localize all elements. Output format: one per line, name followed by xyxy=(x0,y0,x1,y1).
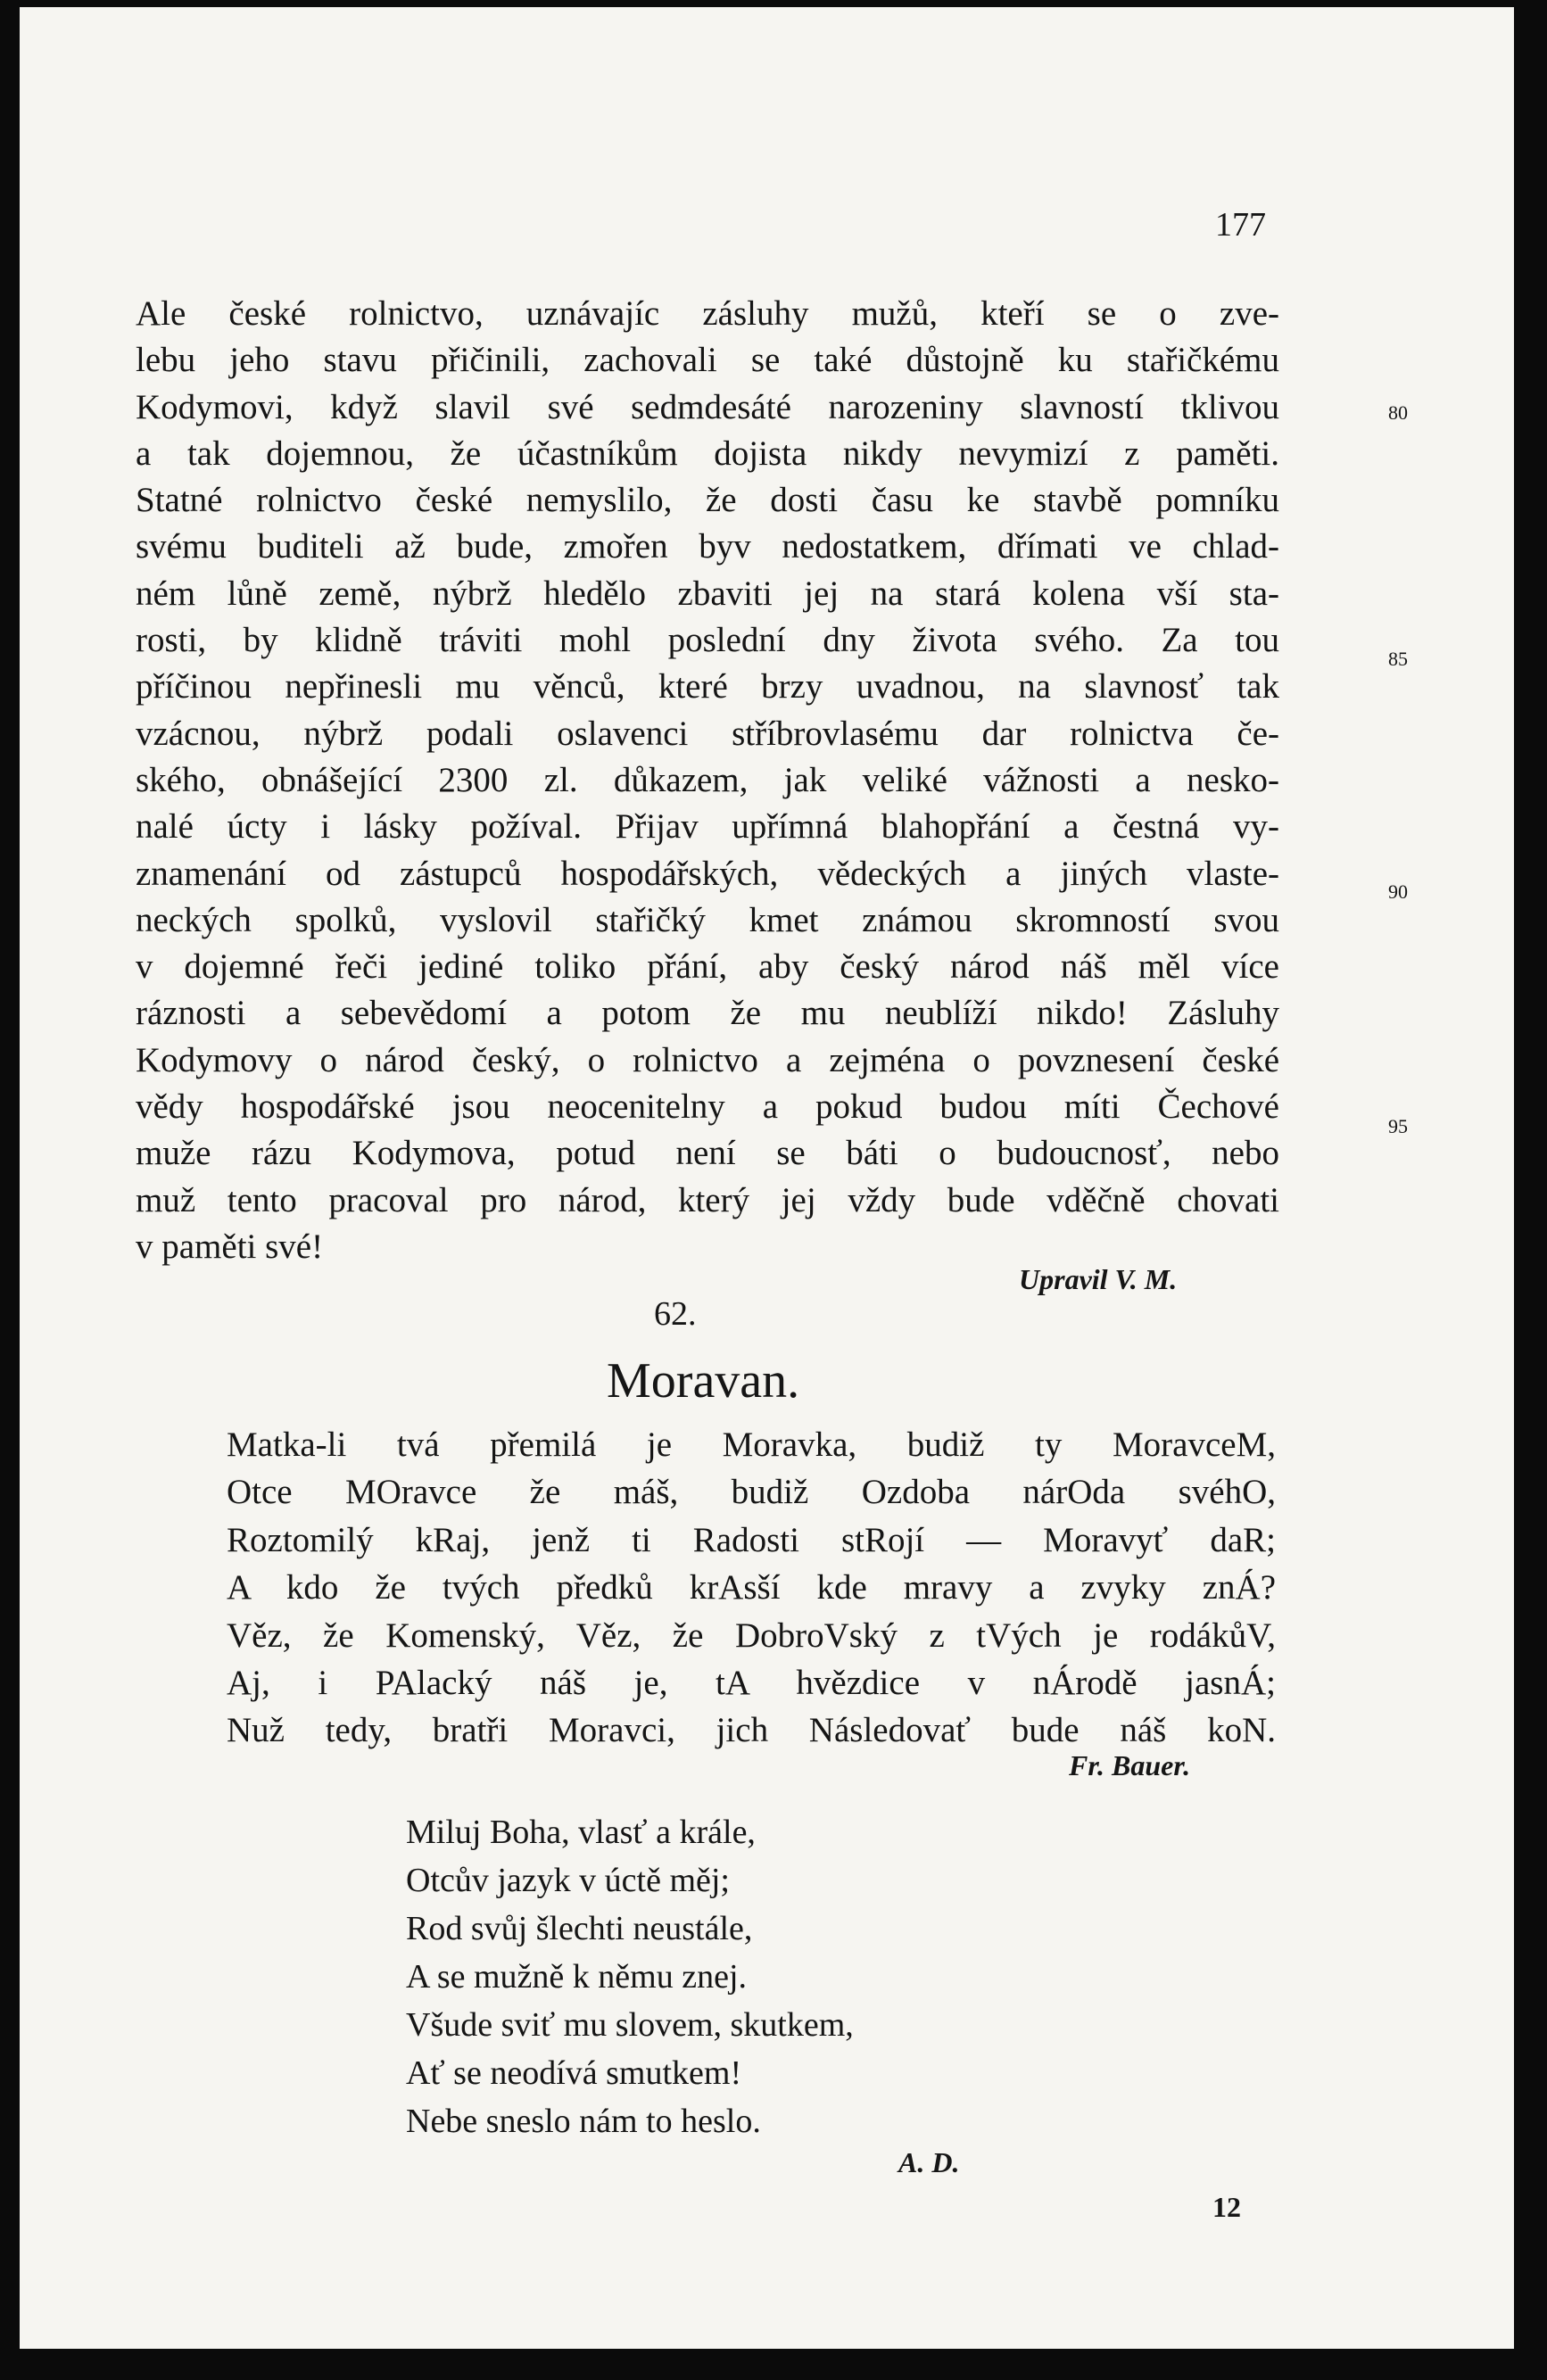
prose-line: ského, obnášející 2300 zl. důkazem, jak veliké vážnosti a nesko- xyxy=(136,760,1279,799)
motto-verse xyxy=(406,1808,977,2145)
prose-line: svému buditeli až bude, zmořen byv nedostatkem, dřímati ve chlad- xyxy=(136,527,1279,566)
prose-line: neckých spolků, vyslovil stařičký kmet známou skromností svou xyxy=(136,900,1279,939)
poem xyxy=(227,1421,1276,1755)
motto-author: A. D. xyxy=(898,2146,960,2178)
motto-line: Miluj Boha, vlasť a krále, xyxy=(406,1814,756,1851)
poem-line: Roztomilý kRaj, jenž ti Radosti stRojí — Moravyť daR; xyxy=(227,1520,1276,1559)
poem-line: Otce MOravce že máš, budiž Ozdoba nárOda svéhO, xyxy=(227,1473,1276,1512)
book-page xyxy=(20,7,1514,2349)
prose-paragraph xyxy=(136,291,1408,1270)
line-number: 80 xyxy=(1388,401,1408,424)
poem-line: Matka-li tvá přemilá je Moravka, budiž ty MoravceM, xyxy=(227,1426,1276,1464)
poem-author: Fr. Bauer. xyxy=(1069,1749,1191,1781)
prose-line: Kodymovy o národ český, o rolnictvo a zejména o povznesení české xyxy=(136,1040,1279,1079)
prose-line: vědy hospodářské jsou neocenitelny a pokud budou míti Čechové xyxy=(136,1087,1279,1127)
prose-line: a tak dojemnou, že účastníkům dojista nikdy nevymizí z paměti. xyxy=(136,434,1279,473)
motto-line: Rod svůj šlechti neustále, xyxy=(406,1910,753,1947)
prose-line: ráznosti a sebevědomí a potom že mu neublíží nikdo! Zásluhy xyxy=(136,994,1279,1033)
motto-line: A se mužně k němu znej. xyxy=(406,1958,748,1996)
poem-line: Aj, i PAlacký náš je, tA hvězdice v nÁrodě jasnÁ; xyxy=(227,1663,1276,1702)
line-number: 85 xyxy=(1388,648,1408,670)
prose-line: lebu jeho stavu přičinili, zachovali se také důstojně ku stařičkému xyxy=(136,341,1279,380)
prose-line: v paměti své! xyxy=(136,1227,324,1266)
poem-line: A kdo že tvých předků krAsší kde mravy a zvyky znÁ? xyxy=(227,1568,1276,1607)
poem-line: Nuž tedy, bratři Moravci, jich Následovať bude náš koN. xyxy=(227,1711,1276,1750)
prose-line: znamenání od zástupců hospodářských, vědeckých a jiných vlaste- xyxy=(136,854,1279,893)
prose-line: muže rázu Kodymova, potud není se báti o budoucnosť, nebo xyxy=(136,1134,1279,1173)
prose-line: Statné rolnictvo české nemyslilo, že dosti času ke stavbě pomníku xyxy=(136,481,1279,520)
motto-line: Otcův jazyk v úctě měj; xyxy=(406,1862,730,1899)
prose-line: ném lůně země, nýbrž hledělo zbaviti jej na stará kolena vší sta- xyxy=(136,574,1279,613)
prose-line: muž tento pracoval pro národ, který jej vždy bude vděčně chovati xyxy=(136,1180,1279,1219)
motto-line: Všude sviť mu slovem, skutkem, xyxy=(406,2006,854,2044)
prose-line: příčinou nepřinesli mu věnců, které brzy uvadnou, na slavnosť tak xyxy=(136,667,1279,707)
page-number: 177 xyxy=(1215,206,1266,244)
signature-mark: 12 xyxy=(1212,2191,1241,2223)
prose-line: nalé úcty i lásky požíval. Přijav upřímná blahopřání a čestná vy- xyxy=(136,807,1279,847)
line-number: 90 xyxy=(1388,880,1408,903)
prose-line: Kodymovi, když slavil své sedmdesáté narozeniny slavností tklivou xyxy=(136,387,1279,426)
prose-attribution: Upravil V. M. xyxy=(1019,1263,1178,1295)
poem-title: Moravan. xyxy=(607,1353,800,1409)
motto-line: Ať se neodívá smutkem! xyxy=(406,2054,742,2092)
line-number: 95 xyxy=(1388,1115,1408,1137)
poem-number: 62. xyxy=(654,1295,697,1333)
prose-line: v dojemné řeči jediné toliko přání, aby český národ náš měl více xyxy=(136,947,1279,987)
poem-line: Věz, že Komenský, Věz, že DobroVský z tVých je rodákůV, xyxy=(227,1616,1276,1655)
motto-line: Nebe sneslo nám to heslo. xyxy=(406,2103,761,2140)
prose-line: rosti, by klidně tráviti mohl poslední dny života svého. Za tou xyxy=(136,621,1279,660)
prose-line: vzácnou, nýbrž podali oslavenci stříbrovlasému dar rolnictva če- xyxy=(136,714,1279,753)
prose-line: Ale české rolnictvo, uznávajíc zásluhy mužů, kteří se o zve- xyxy=(136,294,1279,333)
